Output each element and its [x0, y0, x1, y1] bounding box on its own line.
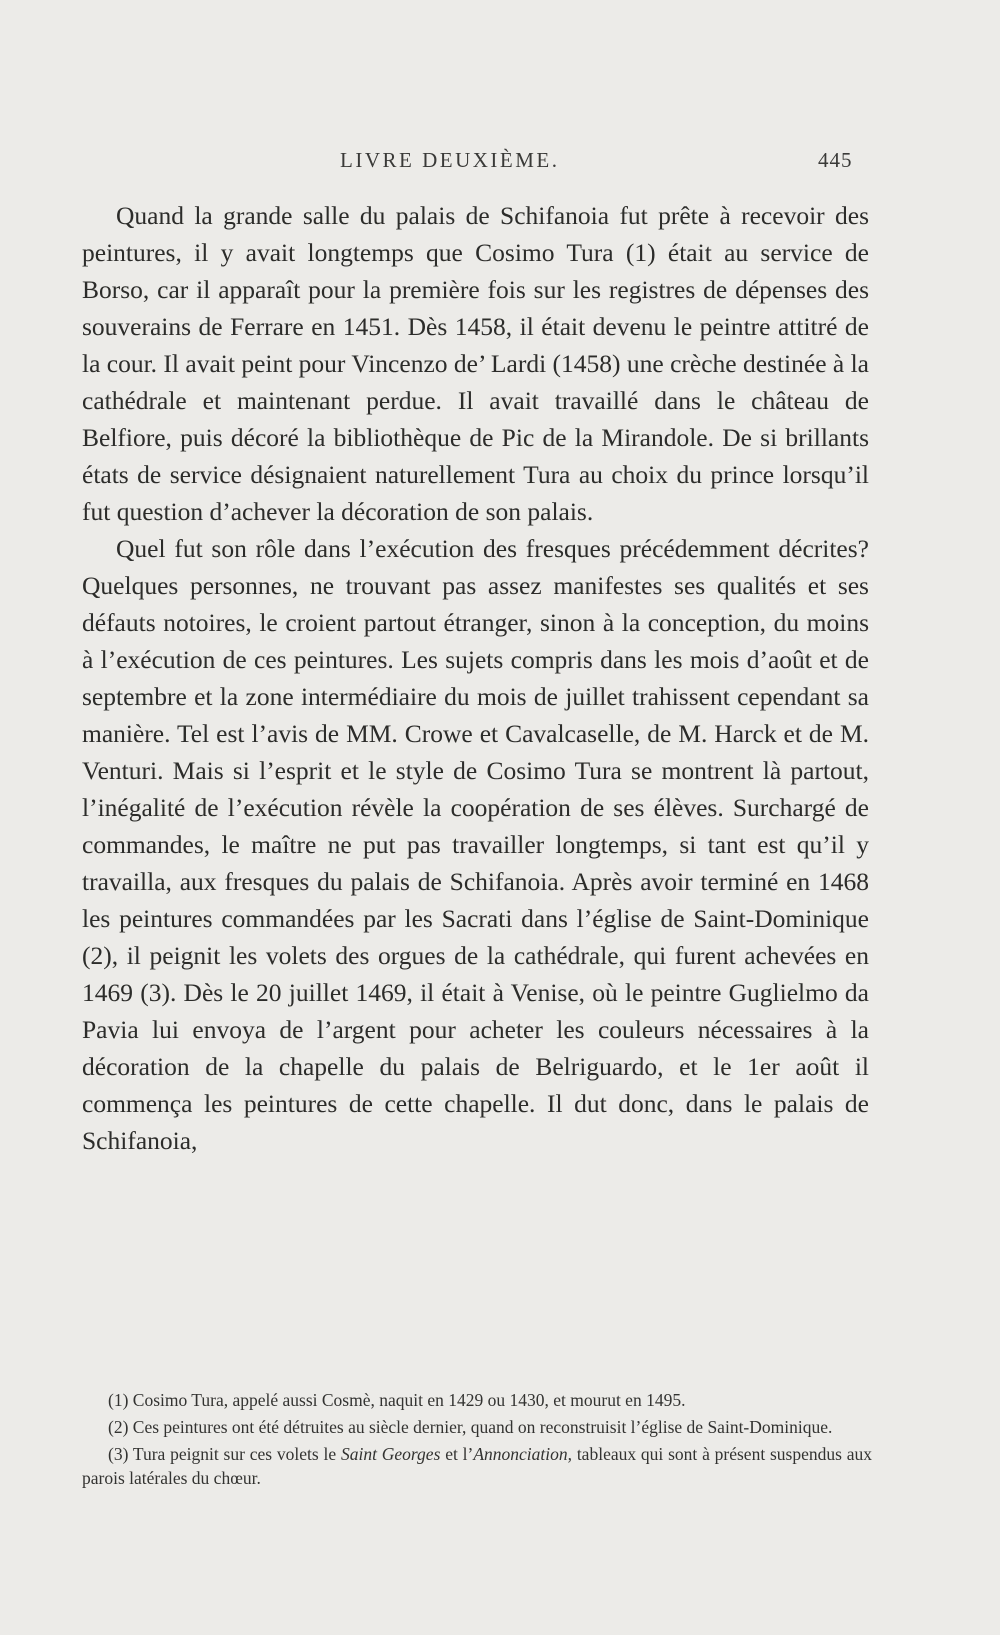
footnote-3: [82, 1442, 872, 1490]
footnote-2: (2) Ces peintures ont été détruites au siècle dernier, quand on reconstruisit l’église de Saint-Dominique.: [108, 1417, 833, 1437]
main-text: [82, 197, 869, 1159]
footnote-3-text: tableaux qui sont à présent suspendus aux parois latérales du chœur.: [82, 1444, 873, 1488]
footnote-3-text: et l’: [440, 1444, 474, 1464]
footnote-3-text: (3) Tura peignit sur ces volets le: [108, 1444, 341, 1464]
running-title: LIVRE DEUXIÈME.: [340, 148, 560, 172]
page-number: 445: [818, 148, 853, 172]
artwork-title-annonciation: Annonciation,: [473, 1444, 573, 1464]
running-head: [0, 148, 1000, 178]
footnotes: [82, 1388, 872, 1493]
footnote-1: (1) Cosimo Tura, appelé aussi Cosmè, naquit en 1429 ou 1430, et mourut en 1495.: [108, 1390, 686, 1410]
paragraph: Quel fut son rôle dans l’exécution des fresques précédemment décrites? Quelques personnes, ne trouvant pas assez manifestes ses qualités et ses défauts notoires, le croient partout étranger, sinon à la conception, du moins à l’exécution de ces peintures. Les sujets compris dans les mois d’août et de septembre et la zone intermédiaire du mois de juillet trahissent cependant sa manière. Tel est l’avis de MM. Crowe et Cavalcaselle, de M. Harck et de M. Venturi. Mais si l’esprit et le style de Cosimo Tura se montrent là partout, l’inégalité de l’exécution révèle la coopération de ses élèves. Surchargé de commandes, le maître ne put pas travailler longtemps, si tant est qu’il y travailla, aux fresques du palais de Schifanoia. Après avoir terminé en 1468 les peintures commandées par les Sacrati dans l’église de Saint-Dominique (2), il peignit les volets des orgues de la cathédrale, qui furent achevées en 1469 (3). Dès le 20 juillet 1469, il était à Venise, où le peintre Guglielmo da Pavia lui envoya de l’argent pour acheter les couleurs nécessaires à la décoration de la chapelle du palais de Belriguardo, et le 1er août il commença les peintures de cette chapelle. Il dut donc, dans le palais de Schifanoia,: [82, 534, 869, 1155]
artwork-title-saint-georges: Saint Georges: [340, 1444, 441, 1464]
paragraph: Quand la grande salle du palais de Schifanoia fut prête à recevoir des peintures, il y avait longtemps que Cosimo Tura (1) était au service de Borso, car il apparaît pour la première fois sur les registres de dépenses des souverains de Ferrare en 1451. Dès 1458, il était devenu le peintre attitré de la cour. Il avait peint pour Vincenzo de’ Lardi (1458) une crèche destinée à la cathédrale et maintenant perdue. Il avait travaillé dans le château de Belfiore, puis décoré la bibliothèque de Pic de la Mirandole. De si brillants états de service désignaient naturellement Tura au choix du prince lorsqu’il fut question d’achever la décoration de son palais.: [82, 201, 869, 526]
